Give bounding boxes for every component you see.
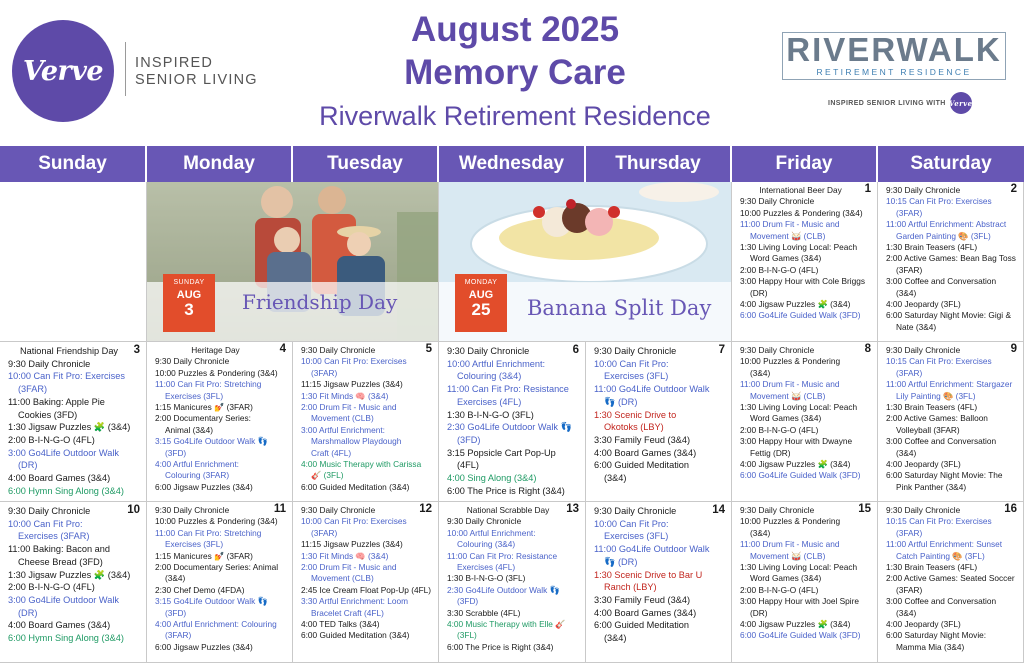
event-line: 6:00 Go4Life Guided Walk (3FD) — [740, 630, 861, 641]
event-line: 4:00 Sing Along (3&4) — [447, 473, 537, 484]
event-line: 4:00 Board Games (3&4) — [594, 607, 697, 618]
day-number: 3 — [133, 344, 140, 356]
day-cell-14 — [586, 502, 732, 663]
event-line: 9:30 Daily Chronicle — [155, 356, 230, 367]
event-line: 9:30 Daily Chronicle — [886, 505, 961, 515]
event-line: 1:30 Living Loving Local: Peach — [740, 402, 858, 413]
event-line: 1:30 Living Loving Local: Peach — [740, 242, 858, 253]
event-line: 2:00 Drum Fit - Music and — [301, 402, 397, 413]
event-line: 11:00 Drum Fit - Music and — [740, 539, 840, 550]
event-line: 4:00 Jeopardy (3FL) — [886, 619, 961, 630]
event-line: (3FAR) — [896, 584, 923, 595]
event-line: 6:00 Go4Life Guided Walk (3FD) — [740, 470, 861, 481]
verve-tagline-line1: INSPIRED — [135, 55, 214, 71]
day-cell-8 — [732, 342, 878, 502]
event-line: (3FD) — [457, 596, 479, 607]
event-line: 11:00 Can Fit Pro: Resistance — [447, 384, 569, 395]
event-line: (3&4) — [750, 527, 771, 538]
event-line: (3&4) — [165, 573, 186, 584]
day-number: 10 — [127, 504, 140, 516]
event-line: (DR) — [750, 287, 768, 298]
banana-date-badge — [455, 274, 507, 332]
event-line: 3:15 Go4Life Outdoor Walk 👣 — [155, 436, 268, 447]
event-line: Cookies (3FD) — [18, 409, 78, 420]
event-line: Word Games (3&4) — [750, 253, 822, 264]
event-line: 2:00 B-I-N-G-O (4FL) — [740, 264, 819, 275]
event-line: Fettig (DR) — [750, 447, 791, 458]
event-line: 1:15 Manicures 💅 (3FAR) — [155, 550, 253, 561]
event-line: 1:30 Fit Minds 🧠 (3&4) — [301, 550, 389, 561]
event-line: 6:00 Go4Life Guided Walk (3FD) — [740, 310, 861, 321]
event-line: 9:30 Daily Chronicle — [886, 345, 961, 355]
event-line: 11:15 Jigsaw Puzzles (3&4) — [301, 379, 403, 390]
event-line: Movement 🥁 (CLB) — [750, 550, 826, 561]
event-line: Exercises (4FL) — [457, 562, 516, 573]
riverwalk-logo — [782, 32, 1006, 80]
event-line: (3FD) — [165, 447, 187, 458]
weekday-tuesday: Tuesday — [293, 146, 439, 182]
event-line: Pink Panther (3&4) — [896, 481, 967, 492]
event-line: (3FL) — [457, 630, 477, 641]
friendship-day-promo — [147, 182, 439, 342]
weekday-sunday: Sunday — [0, 146, 147, 182]
day-number: 7 — [718, 344, 725, 356]
event-line: 3:00 Happy Hour with Dwayne — [740, 436, 853, 447]
day-cell-12 — [293, 502, 439, 663]
verve-tagline-line2: SENIOR LIVING — [135, 72, 258, 88]
event-line: 4:00 Music Therapy with Elle 🎸 — [447, 619, 566, 630]
event-line: 11:00 Drum Fit - Music and — [740, 219, 840, 230]
badge-month: AUG — [468, 289, 494, 301]
event-line: Mamma Mia (3&4) — [896, 641, 965, 652]
day-cell-13 — [439, 502, 586, 663]
event-line: 10:00 Can Fit Pro: Exercises — [301, 356, 407, 367]
event-line: 6:00 The Price is Right (3&4) — [447, 485, 565, 496]
event-line: 3:00 Happy Hour with Joel Spire — [740, 596, 859, 607]
event-line: 11:00 Can Fit Pro: Stretching — [155, 527, 262, 538]
verve-tagline — [135, 55, 258, 89]
day-number: 11 — [273, 503, 286, 515]
weekday-monday: Monday — [147, 146, 293, 182]
badge-month: AUG — [176, 289, 202, 301]
event-line: (3FAR) — [896, 264, 923, 275]
event-line: Okotoks (LBY) — [604, 422, 664, 433]
event-line: 11:00 Drum Fit - Music and — [740, 379, 840, 390]
event-line: 6:00 Guided Meditation (3&4) — [301, 630, 410, 641]
day-cell-5 — [293, 342, 439, 502]
weekday-wednesday: Wednesday — [439, 146, 586, 182]
event-line: 2:00 B-I-N-G-O (4FL) — [740, 584, 819, 595]
event-line: 4:00 Artful Enrichment: Colouring — [155, 619, 277, 630]
event-line: 2:00 Drum Fit - Music and — [301, 562, 397, 573]
event-line: 11:00 Go4Life Outdoor Walk — [594, 544, 710, 555]
event-line: (3&4) — [604, 633, 627, 644]
event-line: Colouring (3&4) — [457, 539, 516, 550]
event-line: 10:15 Can Fit Pro: Exercises — [886, 196, 992, 207]
event-line: 4:00 Artful Enrichment: — [155, 459, 239, 470]
event-line: 3:30 Scrabble (4FL) — [447, 607, 521, 618]
holiday-label: Heritage Day — [191, 345, 240, 355]
event-line: Ranch (LBY) — [604, 582, 657, 593]
badge-day-number: 3 — [184, 300, 194, 319]
event-line: (3FD) — [457, 434, 481, 445]
holiday-label: National Scrabble Day — [466, 505, 550, 515]
day-cell-15 — [732, 502, 878, 663]
day-number: 14 — [712, 504, 725, 516]
event-line: 1:30 B-I-N-G-O (3FL) — [447, 409, 534, 420]
event-line: (3&4) — [604, 473, 627, 484]
event-line: 9:30 Daily Chronicle — [155, 505, 230, 515]
event-line: Cheese Bread (3FD) — [18, 556, 103, 567]
event-line: 2:00 B-I-N-G-O (4FL) — [740, 424, 819, 435]
event-line: 👣 (DR) — [604, 396, 638, 407]
day-number: 6 — [572, 344, 579, 356]
event-line: (3&4) — [750, 367, 771, 378]
banana-caption: Banana Split Day — [527, 296, 712, 320]
weekday-friday: Friday — [732, 146, 878, 182]
riverwalk-logo-subtext: RETIREMENT RESIDENCE — [816, 67, 972, 77]
inspired-with-line — [828, 92, 972, 114]
event-line: (3&4) — [896, 287, 917, 298]
weekday-header-row — [0, 146, 1024, 182]
riverwalk-logo-text: RIVERWALK — [786, 31, 1002, 68]
day-number: 15 — [858, 503, 871, 515]
verve-logo-text: Verve — [22, 55, 104, 87]
event-line: 1:30 Fit Minds 🧠 (3&4) — [301, 390, 389, 401]
event-line: 2:45 Ice Cream Float Pop-Up (4FL) — [301, 584, 432, 595]
event-line: 6:00 The Price is Right (3&4) — [447, 641, 554, 652]
event-line: 10:00 Can Fit Pro: — [594, 358, 669, 369]
day-number: 13 — [566, 503, 579, 515]
banana-split-promo — [439, 182, 732, 342]
event-line: 6:00 Guided Meditation — [594, 460, 690, 471]
event-line: Exercises (3FL) — [165, 539, 224, 550]
event-line: 9:30 Daily Chronicle — [8, 506, 91, 516]
event-line: 10:00 Puzzles & Pondering — [740, 356, 841, 367]
event-line: 1:30 B-I-N-G-O (3FL) — [447, 573, 526, 584]
badge-day-number: 25 — [471, 300, 491, 319]
event-line: Craft (4FL) — [311, 447, 352, 458]
day-number: 8 — [864, 343, 871, 355]
event-line: Movement 🥁 (CLB) — [750, 230, 826, 241]
event-line: 4:00 Music Therapy with Carissa — [301, 459, 422, 470]
badge-weekday: SUNDAY — [173, 279, 205, 286]
event-line: 6:00 Jigsaw Puzzles (3&4) — [155, 641, 253, 652]
event-line: 9:30 Daily Chronicle — [740, 196, 815, 207]
event-line: 10:00 Can Fit Pro: — [8, 518, 83, 529]
event-line: (3FAR) — [18, 384, 48, 395]
empty-day-cell — [0, 182, 147, 342]
day-cell-4 — [147, 342, 293, 502]
event-line: Animal (3&4) — [165, 424, 213, 435]
event-line: 1:30 Scenic Drive to Bar U — [594, 569, 703, 580]
event-line: Exercises (3FAR) — [18, 531, 90, 542]
event-line: 2:00 Active Games: Balloon — [886, 413, 988, 424]
event-line: 10:00 Puzzles & Pondering (3&4) — [155, 516, 278, 527]
day-number: 12 — [419, 503, 432, 515]
event-line: 2:00 B-I-N-G-O (4FL) — [8, 434, 95, 445]
event-line: 11:00 Baking: Bacon and — [8, 544, 110, 555]
event-line: 10:15 Can Fit Pro: Exercises — [886, 356, 992, 367]
event-line: Word Games (3&4) — [750, 413, 822, 424]
event-line: Colouring (3FAR) — [165, 470, 230, 481]
event-line: 10:00 Puzzles & Pondering (3&4) — [740, 207, 863, 218]
event-line: Nate (3&4) — [896, 321, 937, 332]
day-number: 16 — [1004, 503, 1017, 515]
event-line: 10:00 Can Fit Pro: Exercises — [8, 371, 125, 382]
month-title: August 2025 — [410, 10, 620, 49]
event-line: 3:00 Coffee and Conversation — [886, 436, 997, 447]
event-line: Lily Painting 🎨 (3FL) — [896, 390, 976, 401]
event-line: 9:30 Daily Chronicle — [8, 358, 91, 369]
event-line: 11:00 Artful Enrichment: Abstract — [886, 219, 1007, 230]
event-line: Volleyball (3FAR) — [896, 424, 960, 435]
event-line: 6:00 Guided Meditation — [594, 620, 690, 631]
event-line: 10:00 Puzzles & Pondering — [740, 516, 841, 527]
day-number: 1 — [864, 183, 871, 195]
event-line: 11:00 Go4Life Outdoor Walk — [594, 384, 710, 395]
day-cell-9 — [878, 342, 1024, 502]
event-line: Exercises (3FL) — [165, 390, 224, 401]
day-cell-7 — [586, 342, 732, 502]
event-line: 3:00 Go4Life Outdoor Walk — [8, 447, 119, 458]
event-line: 10:00 Can Fit Pro: Exercises — [301, 516, 407, 527]
holiday-label: National Friendship Day — [19, 346, 119, 356]
event-line: 1:30 Scenic Drive to — [594, 409, 677, 420]
event-line: 4:00 Board Games (3&4) — [8, 620, 111, 631]
event-line: 6:00 Guided Meditation (3&4) — [301, 481, 410, 492]
title-block — [275, 8, 755, 134]
event-line: Garden Painting 🎨 (3FL) — [896, 230, 991, 241]
logo-divider — [125, 42, 126, 96]
event-line: 9:30 Daily Chronicle — [740, 345, 815, 355]
event-line: (3&4) — [896, 447, 917, 458]
event-line: 2:00 B-I-N-G-O (4FL) — [8, 582, 95, 593]
event-line: 11:00 Can Fit Pro: Resistance — [447, 550, 558, 561]
event-line: 4:00 Jeopardy (3FL) — [886, 299, 961, 310]
event-line: 1:30 Brain Teasers (4FL) — [886, 402, 978, 413]
event-line: (DR) — [18, 607, 38, 618]
day-cell-6 — [439, 342, 586, 502]
event-line: 3:15 Go4Life Outdoor Walk 👣 — [155, 596, 268, 607]
friendship-date-badge — [163, 274, 215, 332]
event-line: 11:00 Can Fit Pro: Stretching — [155, 379, 262, 390]
event-line: (3&4) — [896, 607, 917, 618]
event-line: 3:30 Family Feud (3&4) — [594, 594, 690, 605]
day-cell-11 — [147, 502, 293, 663]
event-line: Exercises (3FL) — [604, 531, 669, 542]
event-line: 1:30 Jigsaw Puzzles 🧩 (3&4) — [8, 422, 131, 433]
event-line: 2:30 Go4Life Outdoor Walk 👣 — [447, 422, 572, 433]
day-number: 2 — [1010, 183, 1017, 195]
event-line: 10:00 Artful Enrichment: — [447, 527, 536, 538]
day-cell-10 — [0, 502, 147, 663]
event-line: 👣 (DR) — [604, 556, 638, 567]
inspired-with-text: INSPIRED SENIOR LIVING WITH — [828, 99, 946, 107]
weekday-saturday: Saturday — [878, 146, 1024, 182]
event-line: 3:00 Go4Life Outdoor Walk — [8, 594, 119, 605]
event-line: 2:00 Documentary Series: Animal — [155, 562, 279, 573]
event-line: 9:30 Daily Chronicle — [301, 345, 376, 355]
event-line: 🎸 (3FL) — [311, 470, 344, 481]
page-header — [0, 0, 1024, 146]
event-line: 1:30 Living Loving Local: Peach — [740, 562, 858, 573]
event-line: 3:00 Coffee and Conversation — [886, 276, 997, 287]
calendar-grid — [0, 182, 1024, 663]
event-line: Colouring (3&4) — [457, 371, 522, 382]
day-number: 4 — [279, 343, 286, 355]
event-line: 6:00 Hymn Sing Along (3&4) — [8, 485, 124, 496]
event-line: 1:30 Jigsaw Puzzles 🧩 (3&4) — [8, 569, 131, 580]
event-line: Word Games (3&4) — [750, 573, 822, 584]
event-line: (3FD) — [165, 607, 187, 618]
event-line: 3:00 Happy Hour with Cole Briggs — [740, 276, 865, 287]
badge-weekday: MONDAY — [464, 279, 498, 286]
event-line: Bracelet Craft (4FL) — [311, 607, 384, 618]
event-line: 6:00 Saturday Night Movie: The — [886, 470, 1003, 481]
day-cell-16 — [878, 502, 1024, 663]
event-line: 6:00 Saturday Night Movie: — [886, 630, 987, 641]
calendar — [0, 146, 1024, 663]
event-line: 3:00 Artful Enrichment: — [301, 424, 385, 435]
verve-logo — [12, 20, 114, 122]
day-number: 9 — [1010, 343, 1017, 355]
event-line: (3FAR) — [311, 527, 338, 538]
event-line: (3FAR) — [896, 527, 923, 538]
event-line: 4:00 Jigsaw Puzzles 🧩 (3&4) — [740, 619, 851, 630]
event-line: Marshmallow Playdough — [311, 436, 402, 447]
event-line: 11:00 Baking: Apple Pie — [8, 396, 105, 407]
day-cell-2 — [878, 182, 1024, 342]
holiday-label: International Beer Day — [759, 185, 842, 195]
event-line: (3FAR) — [896, 367, 923, 378]
event-line: 3:30 Family Feud (3&4) — [594, 434, 690, 445]
weekday-thursday: Thursday — [586, 146, 732, 182]
event-line: 1:30 Brain Teasers (4FL) — [886, 242, 978, 253]
event-line: 11:00 Artful Enrichment: Sunset — [886, 539, 1003, 550]
event-line: 6:00 Hymn Sing Along (3&4) — [8, 633, 124, 644]
event-line: 3:00 Coffee and Conversation — [886, 596, 997, 607]
friendship-caption: Friendship Day — [242, 290, 398, 314]
day-cell-1 — [732, 182, 878, 342]
event-line: 6:00 Saturday Night Movie: Gigi & — [886, 310, 1011, 321]
event-line: 10:00 Can Fit Pro: — [594, 518, 669, 529]
event-line: (3FAR) — [896, 207, 923, 218]
day-cell-3 — [0, 342, 147, 502]
event-line: (DR) — [750, 607, 768, 618]
event-line: 3:30 Artful Enrichment: Loom — [301, 596, 408, 607]
event-line: 3:15 Popsicle Cart Pop-Up — [447, 447, 556, 458]
event-line: Movement (CLB) — [311, 573, 374, 584]
event-line: 6:00 Jigsaw Puzzles (3&4) — [155, 481, 253, 492]
event-line: 9:30 Daily Chronicle — [740, 505, 815, 515]
event-line: 9:30 Daily Chronicle — [886, 185, 961, 195]
event-line: Movement 🥁 (CLB) — [750, 390, 826, 401]
event-line: 2:30 Chef Demo (4FDA) — [155, 584, 245, 595]
event-line: Movement (CLB) — [311, 413, 374, 424]
event-line: (4FL) — [457, 460, 479, 471]
event-line: 10:15 Can Fit Pro: Exercises — [886, 516, 992, 527]
event-line: Exercises (3FL) — [604, 371, 669, 382]
program-title: Memory Care — [404, 53, 626, 92]
event-line: Catch Painting 🎨 (3FL) — [896, 550, 985, 561]
event-line: 4:00 TED Talks (3&4) — [301, 619, 380, 630]
event-line: 10:00 Puzzles & Pondering (3&4) — [155, 367, 278, 378]
event-line: 1:30 Brain Teasers (4FL) — [886, 562, 978, 573]
event-line: 9:30 Daily Chronicle — [594, 346, 677, 356]
event-line: 4:00 Board Games (3&4) — [594, 447, 697, 458]
day-number: 5 — [425, 343, 432, 355]
event-line: 4:00 Jeopardy (3FL) — [886, 459, 961, 470]
event-line: 4:00 Board Games (3&4) — [8, 473, 111, 484]
event-line: 9:30 Daily Chronicle — [594, 506, 677, 516]
event-line: 10:00 Artful Enrichment: — [447, 358, 546, 369]
event-line: (3FAR) — [165, 630, 192, 641]
mini-verve-logo: Verve — [950, 92, 972, 114]
event-line: Exercises (4FL) — [457, 396, 522, 407]
event-line: 11:15 Jigsaw Puzzles (3&4) — [301, 539, 403, 550]
event-line: 11:00 Artful Enrichment: Stargazer — [886, 379, 1013, 390]
event-line: 9:30 Daily Chronicle — [301, 505, 376, 515]
event-line: 2:00 Active Games: Bean Bag Toss — [886, 253, 1016, 264]
residence-title: Riverwalk Retirement Residence — [319, 101, 711, 131]
event-line: (3FAR) — [311, 367, 338, 378]
event-line: 4:00 Jigsaw Puzzles 🧩 (3&4) — [740, 459, 851, 470]
event-line: 2:00 Active Games: Seated Soccer — [886, 573, 1015, 584]
event-line: 2:30 Go4Life Outdoor Walk 👣 — [447, 584, 560, 595]
event-line: (DR) — [18, 460, 38, 471]
event-line: 2:00 Documentary Series: — [155, 413, 251, 424]
event-line: 9:30 Daily Chronicle — [447, 516, 522, 527]
event-line: 9:30 Daily Chronicle — [447, 346, 530, 356]
event-line: 1:15 Manicures 💅 (3FAR) — [155, 402, 253, 413]
event-line: 4:00 Jigsaw Puzzles 🧩 (3&4) — [740, 299, 851, 310]
